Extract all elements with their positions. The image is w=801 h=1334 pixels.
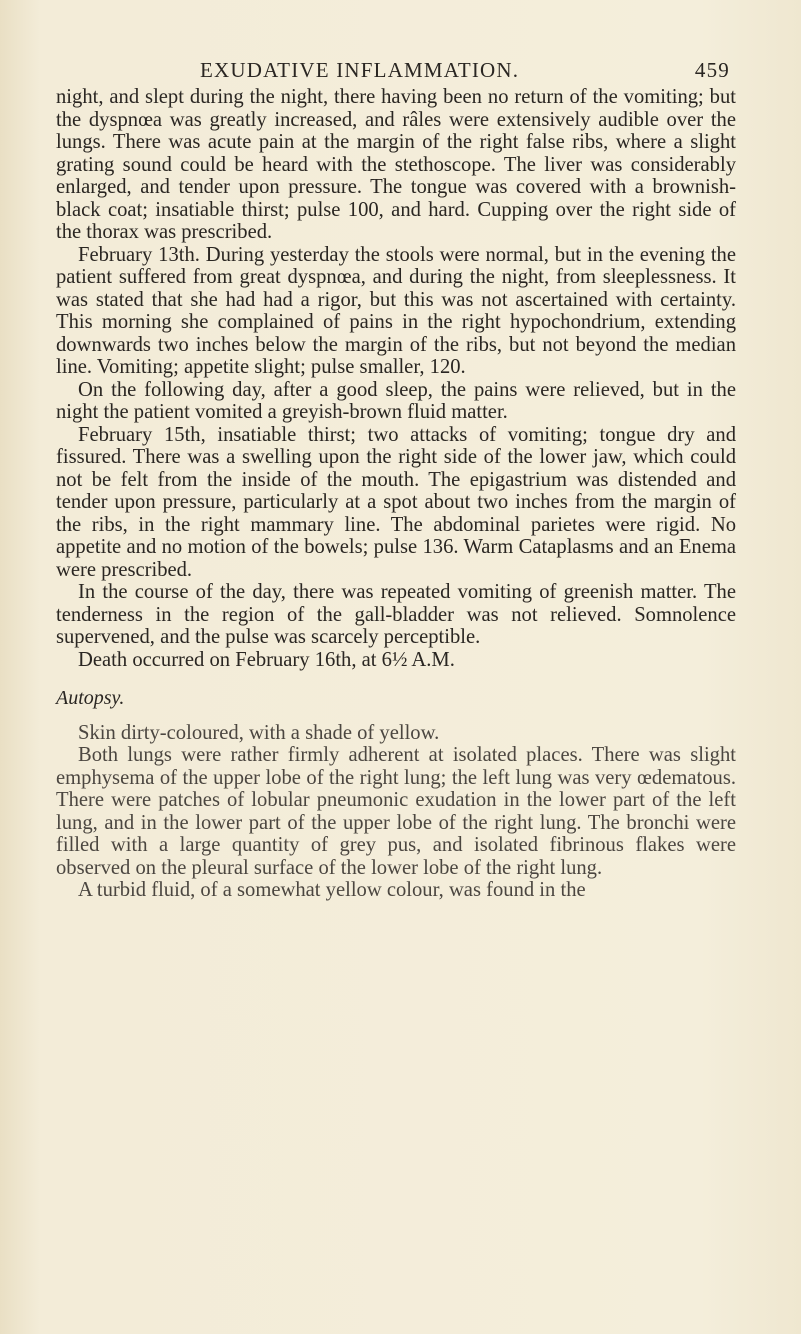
- paragraph: February 13th. During yesterday the stools were normal, but in the evening the patient suffered from great dyspnœa, and during the night, from sleeplessness. It was stated that she had had a rigor, but this was not ascertained with certainty. This morning she complained of pains in the right hypochondrium, extending downwards two inches below the margin of the ribs, but not beyond the median line. Vomiting; appetite slight; pulse smaller, 120.: [56, 243, 736, 378]
- paragraph: A turbid fluid, of a somewhat yellow colour, was found in the: [78, 879, 586, 901]
- page-body: [56, 86, 736, 902]
- paragraph: Skin dirty-coloured, with a shade of yellow.: [78, 721, 440, 744]
- page-number: 459: [694, 58, 730, 82]
- paragraph: Death occurred on February 16th, at 6½ A.M.: [78, 648, 455, 671]
- running-head: EXUDATIVE INFLAMMATION.: [200, 58, 520, 82]
- paragraph: February 15th, insatiable thirst; two attacks of vomiting; tongue dry and fissured. There was a swelling upon the right side of the lower jaw, which could not be felt from the inside of the mouth. The epigastrium was distended and tender upon pressure, particularly at a spot about two inches from the margin of the ribs, in the right mammary line. The abdominal parietes were rigid. No appetite and no motion of the bowels; pulse 136. Warm Cataplasms and an Enema were prescribed.: [56, 423, 736, 581]
- paragraph: night, and slept during the night, there having been no return of the vomiting; but the dyspnœa was greatly increased, and râles were extensively audible over the lungs. There was acute pain at the margin of the right false ribs, where a slight grating sound could be heard with the stethoscope. The liver was considerably enlarged, and tender upon pressure. The tongue was covered with a brownish-black coat; insatiable thirst; pulse 100, and hard. Cupping over the right side of the thorax was prescribed.: [56, 86, 736, 243]
- paragraph: In the course of the day, there was repeated vomiting of greenish matter. The tenderness in the region of the gall-bladder was not relieved. Somnolence supervened, and the pulse was scarcely perceptible.: [56, 581, 736, 648]
- autopsy-heading: Autopsy.: [56, 687, 125, 709]
- paragraph: Both lungs were rather firmly adherent at isolated places. There was slight emphysema of the upper lobe of the right lung; the left lung was very œdematous. There were patches of lobular pneumonic exudation in the lower part of the left lung, and in the lower part of the upper lobe of the right lung. The bronchi were filled with a large quantity of grey pus, and isolated fibrinous flakes were observed on the pleural surface of the lower lobe of the right lung.: [56, 744, 736, 879]
- page-header: [200, 58, 730, 86]
- paragraph: On the following day, after a good sleep, the pains were relieved, but in the night the patient vomited a greyish-brown fluid matter.: [56, 378, 736, 423]
